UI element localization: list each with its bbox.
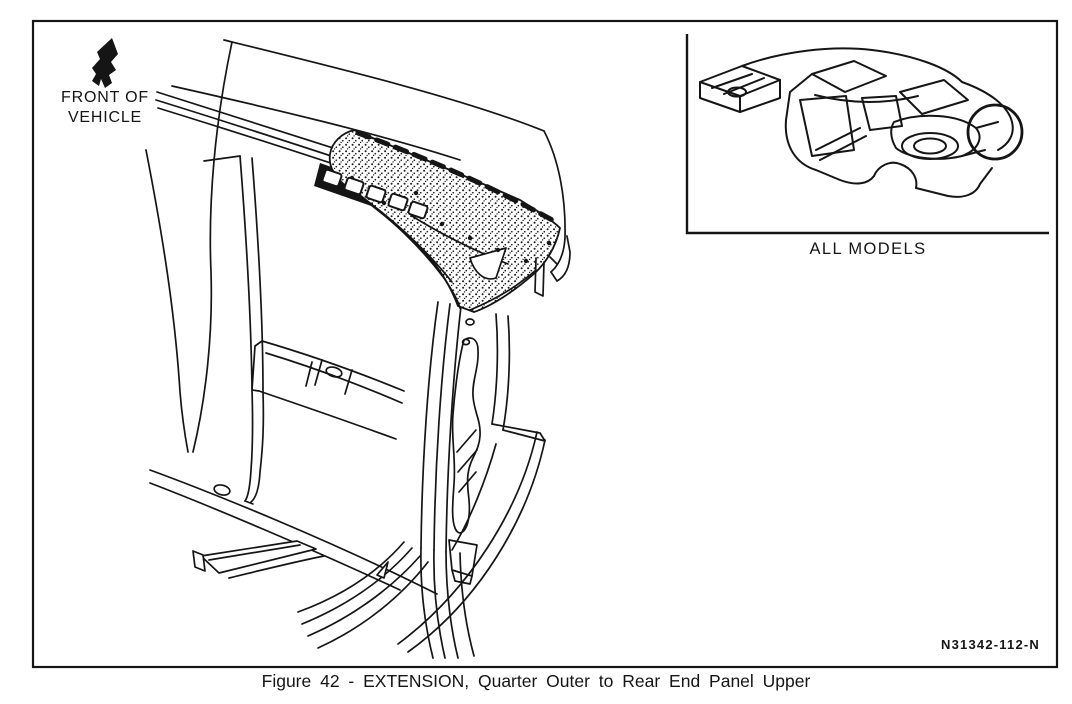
figure-caption: Figure 42 - EXTENSION, Quarter Outer to Rear End Panel Upper (261, 671, 811, 691)
inset-frame (687, 34, 1049, 233)
front-of-vehicle-line1: FRONT OF (61, 89, 149, 106)
quarter-panel-extension-drawing (146, 40, 570, 658)
page-border (33, 21, 1057, 667)
drawing-number: N31342-112-N (941, 637, 1040, 652)
extension-panel-stippled (330, 130, 560, 312)
all-models-label: ALL MODELS (809, 240, 927, 258)
car-body-outline (700, 48, 1013, 196)
front-of-vehicle-arrow-icon (92, 38, 118, 88)
quarter-area-highlight-circle (968, 105, 1022, 159)
front-of-vehicle-label (52, 88, 158, 127)
front-of-vehicle-line2: VEHICLE (67, 108, 143, 126)
